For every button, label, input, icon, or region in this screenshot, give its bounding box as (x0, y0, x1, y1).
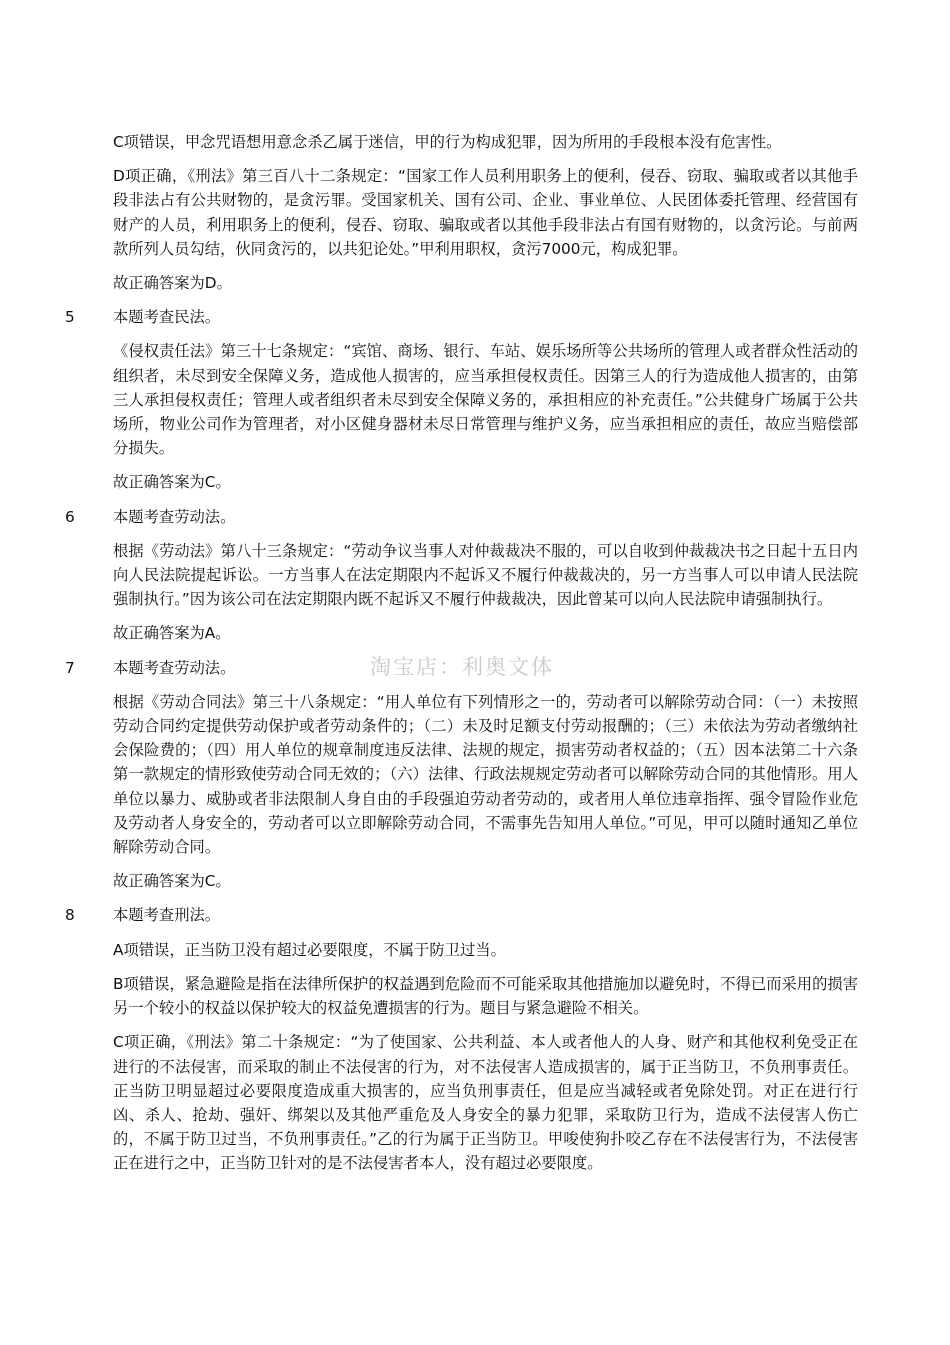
q6-explanation: 根据《劳动法》第八十三条规定：“劳动争议当事人对仲裁裁决不服的，可以自收到仲裁裁决书之日起十五日内向人民法院提起诉讼。一方当事人在法定期限内不起诉又不履行仲裁裁决的，另一方当事人可以申请人民法院强制执行。”因为该公司在法定期限内既不起诉又不履行仲裁裁决，因此曾某可以向人民法院申请强制执行。 (113, 541, 858, 609)
q8-header (65, 903, 858, 927)
q8-option-a: A项错误，正当防卫没有超过必要限度，不属于防卫过当。 (113, 940, 506, 959)
q7-topic: 本题考查劳动法。 (113, 658, 236, 677)
q5-number: 5 (65, 308, 75, 327)
watermark-text: 淘宝店：利奥文体 (370, 655, 554, 679)
q6-answer: 故正确答案为A。 (113, 624, 231, 643)
q6-number: 6 (65, 507, 75, 526)
q5-header (65, 305, 858, 329)
q7-explanation: 根据《劳动合同法》第三十八条规定：“用人单位有下列情形之一的，劳动者可以解除劳动合同：（一）未按照劳动合同约定提供劳动保护或者劳动条件的；（二）未及时足额支付劳动报酬的；（三）未依法为劳动者缴纳社会保险费的；（四）用人单位的规章制度违反法律、法规的规定，损害劳动者权益的；（五）因本法第二十六条第一款规定的情形致使劳动合同无效的；（六）法律、行政法规规定劳动者可以解除劳动合同的其他情形。用人单位以暴力、威胁或者非法限制人身自由的手段强迫劳动者劳动的，或者用人单位违章指挥、强令冒险作业危及劳动者人身安全的，劳动者可以立即解除劳动合同，不需事先告知用人单位。”可见，甲可以随时通知乙单位解除劳动合同。 (113, 692, 858, 857)
q5-answer: 故正确答案为C。 (113, 473, 231, 492)
q5-explanation: 《侵权责任法》第三十七条规定：“宾馆、商场、银行、车站、娱乐场所等公共场所的管理人或者群众性活动的组织者，未尽到安全保障义务，造成他人损害的，应当承担侵权责任。因第三人的行为造成他人损害的，由第三人承担侵权责任；管理人或者组织者未尽到安全保障义务的，承担相应的补充责任。”公共健身广场属于公共场所，物业公司作为管理者，对小区健身器材未尽日常管理与维护义务，应当承担相应的责任，故应当赔偿部分损失。 (113, 342, 858, 458)
q4-option-c: C项错误，甲念咒语想用意念杀乙属于迷信，甲的行为构成犯罪，因为所用的手段根本没有危害性。 (113, 133, 782, 151)
q8-option-c: C项正确，《刑法》第二十条规定：“为了使国家、公共利益、本人或者他人的人身、财产和其他权利免受正在进行的不法侵害，而采取的制止不法侵害的行为，对不法侵害人造成损害的，属于正当防卫，不负刑事责任。正当防卫明显超过必要限度造成重大损害的，应当负刑事责任，但是应当减轻或者免除处罚。对正在进行行凶、杀人、抢劫、强奸、绑架以及其他严重危及人身安全的暴力犯罪，采取防卫行为，造成不法侵害人伤亡的，不属于防卫过当，不负刑事责任。”乙的行为属于正当防卫。甲唆使狗扑咬乙存在不法侵害行为，不法侵害正在进行之中，正当防卫针对的是不法侵害者本人，没有超过必要限度。 (113, 1033, 858, 1173)
q5-topic: 本题考查民法。 (113, 308, 221, 327)
q4-option-d: D项正确，《刑法》第三百八十二条规定：“国家工作人员利用职务上的便利，侵吞、窃取、骗取或者以其他手段非法占有公共财物的，是贪污罪。受国家机关、国有公司、企业、事业单位、人民团体委托管理、经营国有财产的人员，利用职务上的便利，侵吞、窃取、骗取或者以其他手段非法占有国有财物的，以贪污论。与前两款所列人员勾结，伙同贪污的，以共犯论处。”甲利用职权，贪污7000元，构成犯罪。 (113, 167, 858, 258)
q6-topic: 本题考查劳动法。 (113, 507, 236, 526)
q6-header (65, 505, 858, 529)
q8-option-b: B项错误，紧急避险是指在法律所保护的权益遇到危险而不可能采取其他措施加以避免时，不得已而采用的损害另一个较小的权益以保护较大的权益免遭损害的行为。题目与紧急避险不相关。 (113, 974, 858, 1018)
q8-number: 8 (65, 906, 75, 925)
q4-answer: 故正确答案为D。 (113, 274, 232, 293)
q7-answer: 故正确答案为C。 (113, 872, 231, 891)
q8-topic: 本题考查刑法。 (113, 906, 221, 925)
q7-number: 7 (65, 658, 75, 677)
